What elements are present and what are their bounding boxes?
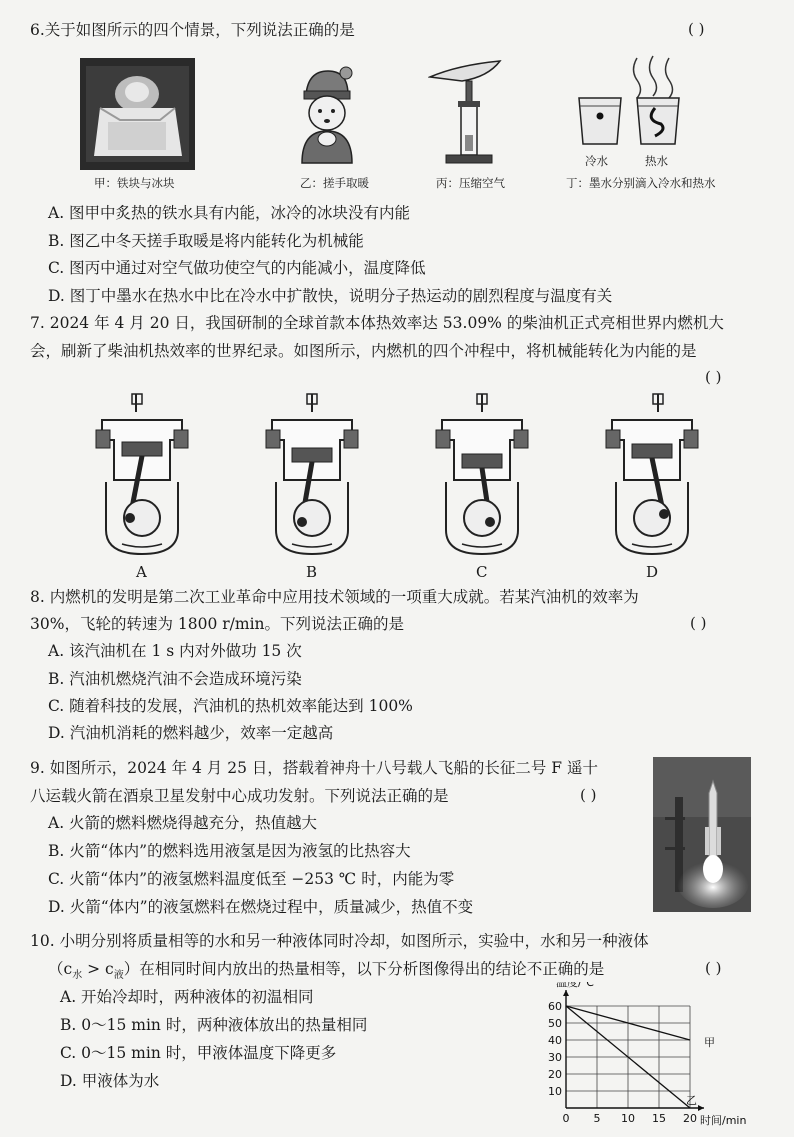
caption-jia: 甲：铁块与冰块 (94, 176, 175, 190)
rocket-launch-photo (653, 757, 751, 916)
engine-stroke-b (262, 390, 362, 564)
cold-water-label: 冷水 (585, 154, 608, 168)
y-tick-label: 60 (548, 1000, 562, 1013)
boy-rubbing-hands (292, 65, 362, 169)
series-label-yi: 乙 (686, 1094, 697, 1107)
q10-stem-line2 (48, 959, 604, 986)
q10-stem-part-a: （c (48, 960, 73, 978)
q8-option-d: D. 汽油机消耗的燃料越少，效率一定越高 (48, 724, 334, 742)
q10-stem-part-b: > c (82, 960, 114, 978)
q10-option-a: A. 开始冷却时，两种液体的初温相同 (60, 988, 314, 1006)
q9-stem-line2: 八运载火箭在酒泉卫星发射中心成功发射。下列说法正确的是 (30, 787, 449, 805)
y-tick-label: 10 (548, 1085, 562, 1098)
q10-option-b: B. 0～15 min 时，两种液体放出的热量相同 (60, 1016, 368, 1034)
hot-water-label: 热水 (645, 154, 668, 168)
engine-stroke-a (92, 390, 192, 564)
iron-ice-photo (80, 58, 195, 174)
q7-stem-line1: 7. 2024 年 4 月 20 日，我国研制的全球首款本体热效率达 53.09% 的柴油机正式亮相世界内燃机大 (30, 314, 724, 332)
q6-option-c: C. 图丙中通过对空气做功使空气的内能减小，温度降低 (48, 259, 426, 277)
q9-stem-line1: 9. 如图所示，2024 年 4 月 25 日，搭载着神舟十八号载人飞船的长征二号 F 遥十 (30, 759, 598, 777)
engine-label-d: D (646, 563, 659, 581)
x-axis-arrow (698, 1105, 704, 1111)
q10-option-d: D. 甲液体为水 (60, 1072, 160, 1090)
x-tick-label: 10 (621, 1112, 635, 1125)
ink-diffusion-cups (575, 50, 705, 154)
q10-answer-paren: ( ) (705, 959, 722, 977)
q9-option-a: A. 火箭的燃料燃烧得越充分，热值越大 (48, 814, 318, 832)
q10-option-c: C. 0～15 min 时，甲液体温度下降更多 (60, 1044, 337, 1062)
y-tick-label: 40 (548, 1034, 562, 1047)
engine-stroke-d (602, 390, 702, 564)
y-tick-label: 20 (548, 1068, 562, 1081)
q8-option-b: B. 汽油机燃烧汽油不会造成环境污染 (48, 670, 302, 688)
q8-answer-paren: ( ) (690, 614, 707, 632)
series-label-jia: 甲 (704, 1036, 715, 1049)
q8-option-a: A. 该汽油机在 1 s 内对外做功 15 次 (48, 642, 302, 660)
q9-answer-paren: ( ) (580, 786, 597, 804)
c-liquid-subscript: 液 (113, 970, 124, 982)
caption-ding: 丁：墨水分别滴入冷水和热水 (566, 176, 716, 190)
x-tick-label: 20 (683, 1112, 697, 1125)
q10-stem-part-c: ）在相同时间内放出的热量相等，以下分析图像得出的结论不正确的是 (123, 960, 605, 978)
q6-answer-paren: ( ) (688, 20, 705, 38)
x-tick-label: 15 (652, 1112, 666, 1125)
q9-option-c: C. 火箭“体内”的液氢燃料温度低至 −253 ℃ 时，内能为零 (48, 870, 455, 888)
q7-answer-paren: ( ) (705, 368, 722, 386)
y-axis-arrow (563, 990, 569, 996)
x-tick-label: 0 (562, 1112, 570, 1125)
y-tick-label: 50 (548, 1017, 562, 1030)
q6-option-a: A. 图甲中炙热的铁水具有内能，冰冷的冰块没有内能 (48, 204, 411, 222)
q6-option-b: B. 图乙中冬天搓手取暖是将内能转化为机械能 (48, 232, 364, 250)
y-tick-label: 30 (548, 1051, 562, 1064)
engine-label-b: B (306, 563, 318, 581)
q9-option-b: B. 火箭“体内”的燃料选用液氢是因为液氢的比热容大 (48, 842, 411, 860)
engine-stroke-c (432, 390, 532, 564)
x-axis-label: 时间/min (700, 1114, 747, 1127)
q7-stem-line2: 会，刷新了柴油机热效率的世界纪录。如图所示，内燃机的四个冲程中，将机械能转化为内能的是 (30, 342, 697, 360)
engine-label-c: C (476, 563, 488, 581)
x-tick-label: 5 (593, 1112, 601, 1125)
caption-yi: 乙：搓手取暖 (300, 176, 369, 190)
y-axis-label: 温度/℃ (556, 982, 595, 989)
cooling-chart (532, 982, 772, 1136)
q8-stem-line1: 8. 内燃机的发明是第二次工业革命中应用技术领域的一项重大成就。若某汽油机的效率为 (30, 588, 639, 606)
q8-stem-line2: 30%，飞轮的转速为 1800 r/min。下列说法正确的是 (30, 615, 405, 633)
q9-option-d: D. 火箭“体内”的液氢燃料在燃烧过程中，质量减少，热值不变 (48, 898, 474, 916)
q6-option-d: D. 图丁中墨水在热水中比在冷水中扩散快，说明分子热运动的剧烈程度与温度有关 (48, 287, 613, 305)
c-water-subscript: 水 (72, 970, 83, 982)
q8-option-c: C. 随着科技的发展，汽油机的热机效率能达到 100% (48, 697, 413, 715)
engine-label-a: A (136, 563, 147, 581)
air-compression-apparatus (428, 55, 508, 171)
cooling-chart-svg (532, 982, 772, 1132)
q6-stem: 6.关于如图所示的四个情景，下列说法正确的是 (30, 21, 355, 39)
q10-stem-line1: 10. 小明分别将质量相等的水和另一种液体同时冷却，如图所示，实验中，水和另一种液体 (30, 932, 649, 950)
caption-bing: 丙：压缩空气 (436, 176, 505, 190)
